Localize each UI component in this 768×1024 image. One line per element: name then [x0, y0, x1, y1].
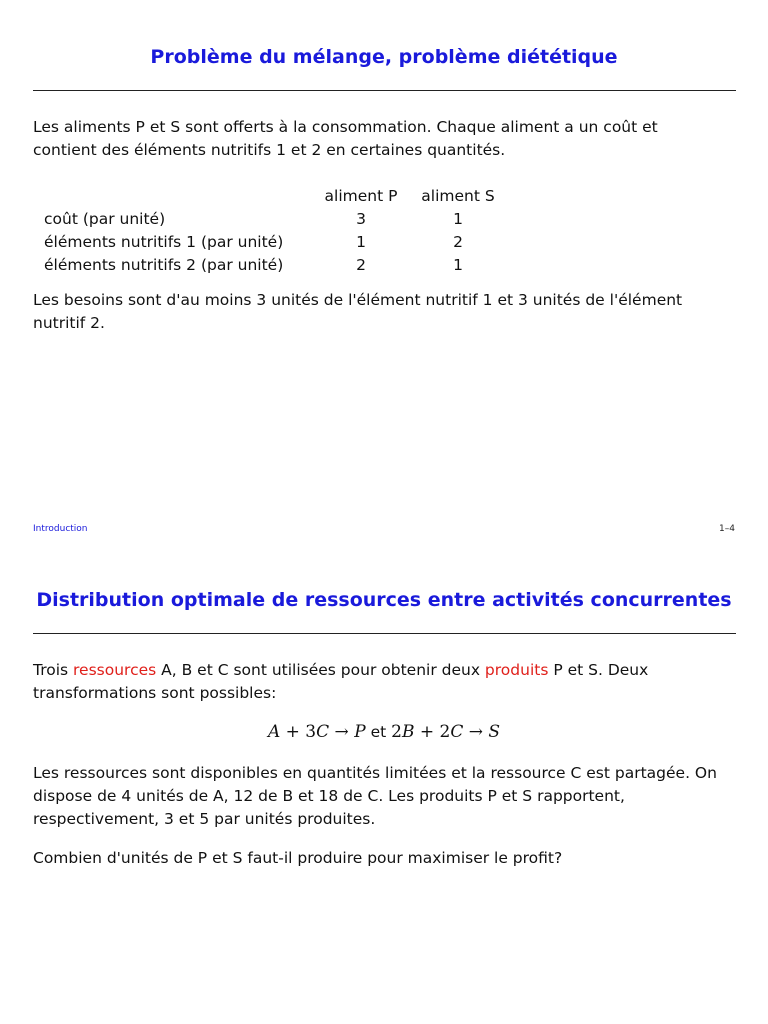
footer-page-number: 1–4 — [719, 524, 735, 534]
slide2-paragraph-2-line-1: Les ressources sont disponibles en quantités limitées et la ressource C est partagée. On — [33, 764, 717, 782]
eq-arrow: → — [329, 722, 355, 742]
slide2-paragraph-2 — [33, 762, 733, 831]
text-fragment: Trois — [33, 661, 74, 679]
cell-cout-s: 1 — [453, 209, 463, 228]
row-label-nutritif-2: éléments nutritifs 2 (par unité) — [44, 255, 284, 274]
row-label-nutritif-1: éléments nutritifs 1 (par unité) — [44, 232, 284, 251]
table-row — [38, 207, 508, 230]
cell-nutritif-2-s: 1 — [453, 255, 463, 274]
slide1-title-rule — [33, 90, 736, 91]
term-produits: produits — [484, 661, 549, 679]
slide2-question — [33, 847, 733, 870]
slide1-intro-line-1: Les aliments P et S sont offerts à la consommation. Chaque aliment a un coût et — [33, 118, 658, 136]
eq-symbol: + 3 — [280, 722, 317, 742]
transformation-equation — [0, 722, 768, 742]
slide1-title: Problème du mélange, problème diététique — [150, 46, 618, 68]
slide2-title: Distribution optimale de ressources entre activités concurrentes — [36, 589, 732, 611]
column-header-aliment-s: aliment S — [421, 186, 495, 205]
cell-cout-p: 3 — [356, 209, 366, 228]
table-row — [38, 253, 508, 276]
eq-symbol: C — [316, 722, 330, 742]
eq-symbol: P — [354, 722, 366, 742]
text-fragment: P et S. Deux — [548, 661, 649, 679]
eq-symbol: B — [401, 722, 415, 742]
nutrition-table-header — [38, 184, 508, 207]
eq-symbol: + 2 — [414, 722, 451, 742]
slide1-needs-line-2: nutritif 2. — [33, 314, 105, 332]
eq-symbol: 2 — [391, 722, 402, 742]
slide1-needs-line-1: Les besoins sont d'au moins 3 unités de l'élément nutritif 1 et 3 unités de l'élément — [33, 291, 683, 309]
column-header-aliment-p: aliment P — [324, 186, 398, 205]
cell-nutritif-1-s: 2 — [453, 232, 463, 251]
slide2-paragraph-2-line-2: dispose de 4 unités de A, 12 de B et 18 de C. Les produits P et S rapportent, — [33, 787, 625, 805]
slide2-paragraph-1 — [33, 659, 733, 705]
eq-symbol: S — [488, 722, 501, 742]
text-fragment: A, B et C sont utilisées pour obtenir deux — [156, 661, 485, 679]
footer-section-link[interactable]: Introduction — [33, 524, 88, 534]
term-ressources: ressources — [73, 661, 157, 679]
slide2-paragraph-1-line-2: transformations sont possibles: — [33, 684, 277, 702]
row-label-cout: coût (par unité) — [44, 209, 166, 228]
slide1-intro — [33, 116, 733, 162]
table-row — [38, 230, 508, 253]
slide1-intro-line-2: contient des éléments nutritifs 1 et 2 en certaines quantités. — [33, 141, 506, 159]
eq-symbol: A — [267, 722, 281, 742]
cell-nutritif-2-p: 2 — [356, 255, 366, 274]
slide2-title-rule — [33, 633, 736, 634]
eq-conjunction: et — [365, 723, 392, 741]
eq-symbol: C — [450, 722, 464, 742]
cell-nutritif-1-p: 1 — [356, 232, 366, 251]
slide2-paragraph-2-line-3: respectivement, 3 et 5 par unités produites. — [33, 810, 376, 828]
eq-arrow: → — [463, 722, 489, 742]
nutrition-table — [38, 184, 508, 276]
slide2-question-line: Combien d'unités de P et S faut-il produire pour maximiser le profit? — [33, 849, 563, 867]
slide1-needs — [33, 289, 733, 335]
nutrition-table-corner — [38, 184, 314, 207]
slide2-paragraph-1-line-1 — [33, 659, 733, 682]
